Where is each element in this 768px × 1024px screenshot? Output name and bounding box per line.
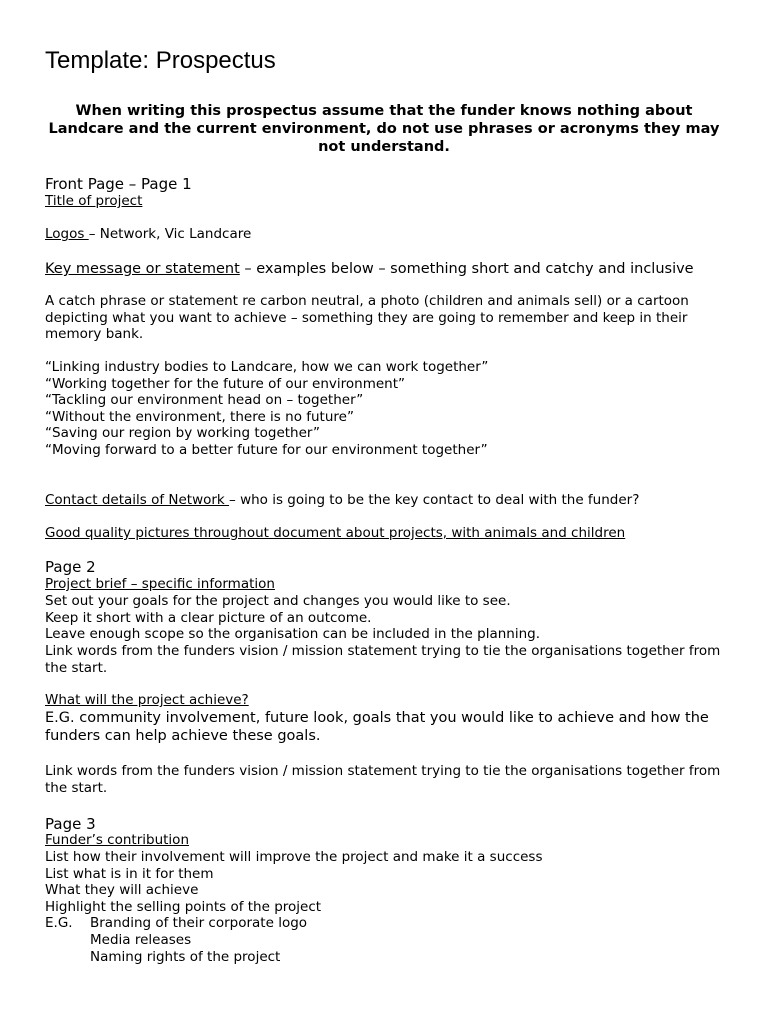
contact-details-line	[45, 492, 745, 509]
example-quotes	[45, 359, 745, 459]
contact-details-text: – who is going to be the key contact to deal with the funder?	[229, 492, 640, 508]
key-message-line	[45, 260, 745, 278]
page2-heading: Page 2	[45, 558, 96, 576]
contribution-line: What they will achieve	[45, 882, 199, 899]
logos-text: – Network, Vic Landcare	[88, 226, 252, 242]
brief-line: Set out your goals for the project and changes you would like to see.	[45, 593, 511, 609]
quote-line: “Linking industry bodies to Landcare, how we can work together”	[45, 359, 489, 375]
title-of-project-label: Title of project	[45, 193, 143, 209]
eg-item: Naming rights of the project	[90, 948, 281, 965]
project-brief-lines	[45, 593, 745, 643]
funders-contribution-label: Funder’s contribution	[45, 832, 189, 848]
contribution-line: Highlight the selling points of the project	[45, 898, 322, 915]
quote-line: “Without the environment, there is no future”	[45, 408, 354, 425]
link-words-paragraph: Link words from the funders vision / mission statement trying to tie the organisations together from the start.	[45, 643, 721, 676]
logos-label: Logos	[45, 226, 89, 242]
eg-label: E.G.	[45, 915, 73, 932]
achieve-paragraph: E.G. community involvement, future look, goals that you would like to achieve and how the funders can help achieve these goals.	[45, 710, 709, 744]
contribution-line: List how their involvement will improve the project and make it a success	[45, 849, 543, 865]
front-page-heading: Front Page – Page 1	[45, 175, 192, 193]
pictures-note: Good quality pictures throughout document about projects, with animals and children	[45, 525, 626, 541]
document-title: Template: Prospectus	[45, 47, 276, 74]
contact-details-label: Contact details of Network	[45, 492, 230, 508]
quote-line: “Tackling our environment head on – together”	[45, 392, 364, 409]
link-words-paragraph-2: Link words from the funders vision / mission statement trying to tie the organisations together from the start.	[45, 763, 721, 796]
eg-row	[45, 932, 745, 949]
brief-line: Keep it short with a clear picture of an outcome.	[45, 609, 372, 626]
quote-line: “Working together for the future of our environment”	[45, 375, 406, 392]
intro-instructions: When writing this prospectus assume that the funder knows nothing about Landcare and the current environment, do not use phrases or acronyms they may not understand.	[48, 103, 720, 155]
contribution-lines	[45, 849, 745, 965]
eg-row	[45, 949, 745, 966]
logos-line	[45, 226, 745, 243]
eg-item: Branding of their corporate logo	[90, 915, 308, 932]
catch-phrase-paragraph: A catch phrase or statement re carbon neutral, a photo (children and animals sell) or a cartoon depicting what you want to achieve – something they are going to remember and keep in their memory bank.	[45, 293, 689, 343]
key-message-text: – examples below – something short and catchy and inclusive	[239, 261, 694, 277]
quote-line: “Moving forward to a better future for our environment together”	[45, 441, 488, 458]
key-message-label: Key message or statement	[45, 261, 240, 277]
project-brief-label: Project brief – specific information	[45, 576, 275, 592]
quote-line: “Saving our region by working together”	[45, 425, 321, 442]
page3-heading: Page 3	[45, 815, 96, 833]
achieve-label: What will the project achieve?	[45, 692, 249, 708]
brief-line: Leave enough scope so the organisation can be included in the planning.	[45, 626, 541, 643]
eg-row	[45, 915, 745, 932]
contribution-line: List what is in it for them	[45, 865, 214, 882]
eg-item: Media releases	[90, 931, 192, 948]
